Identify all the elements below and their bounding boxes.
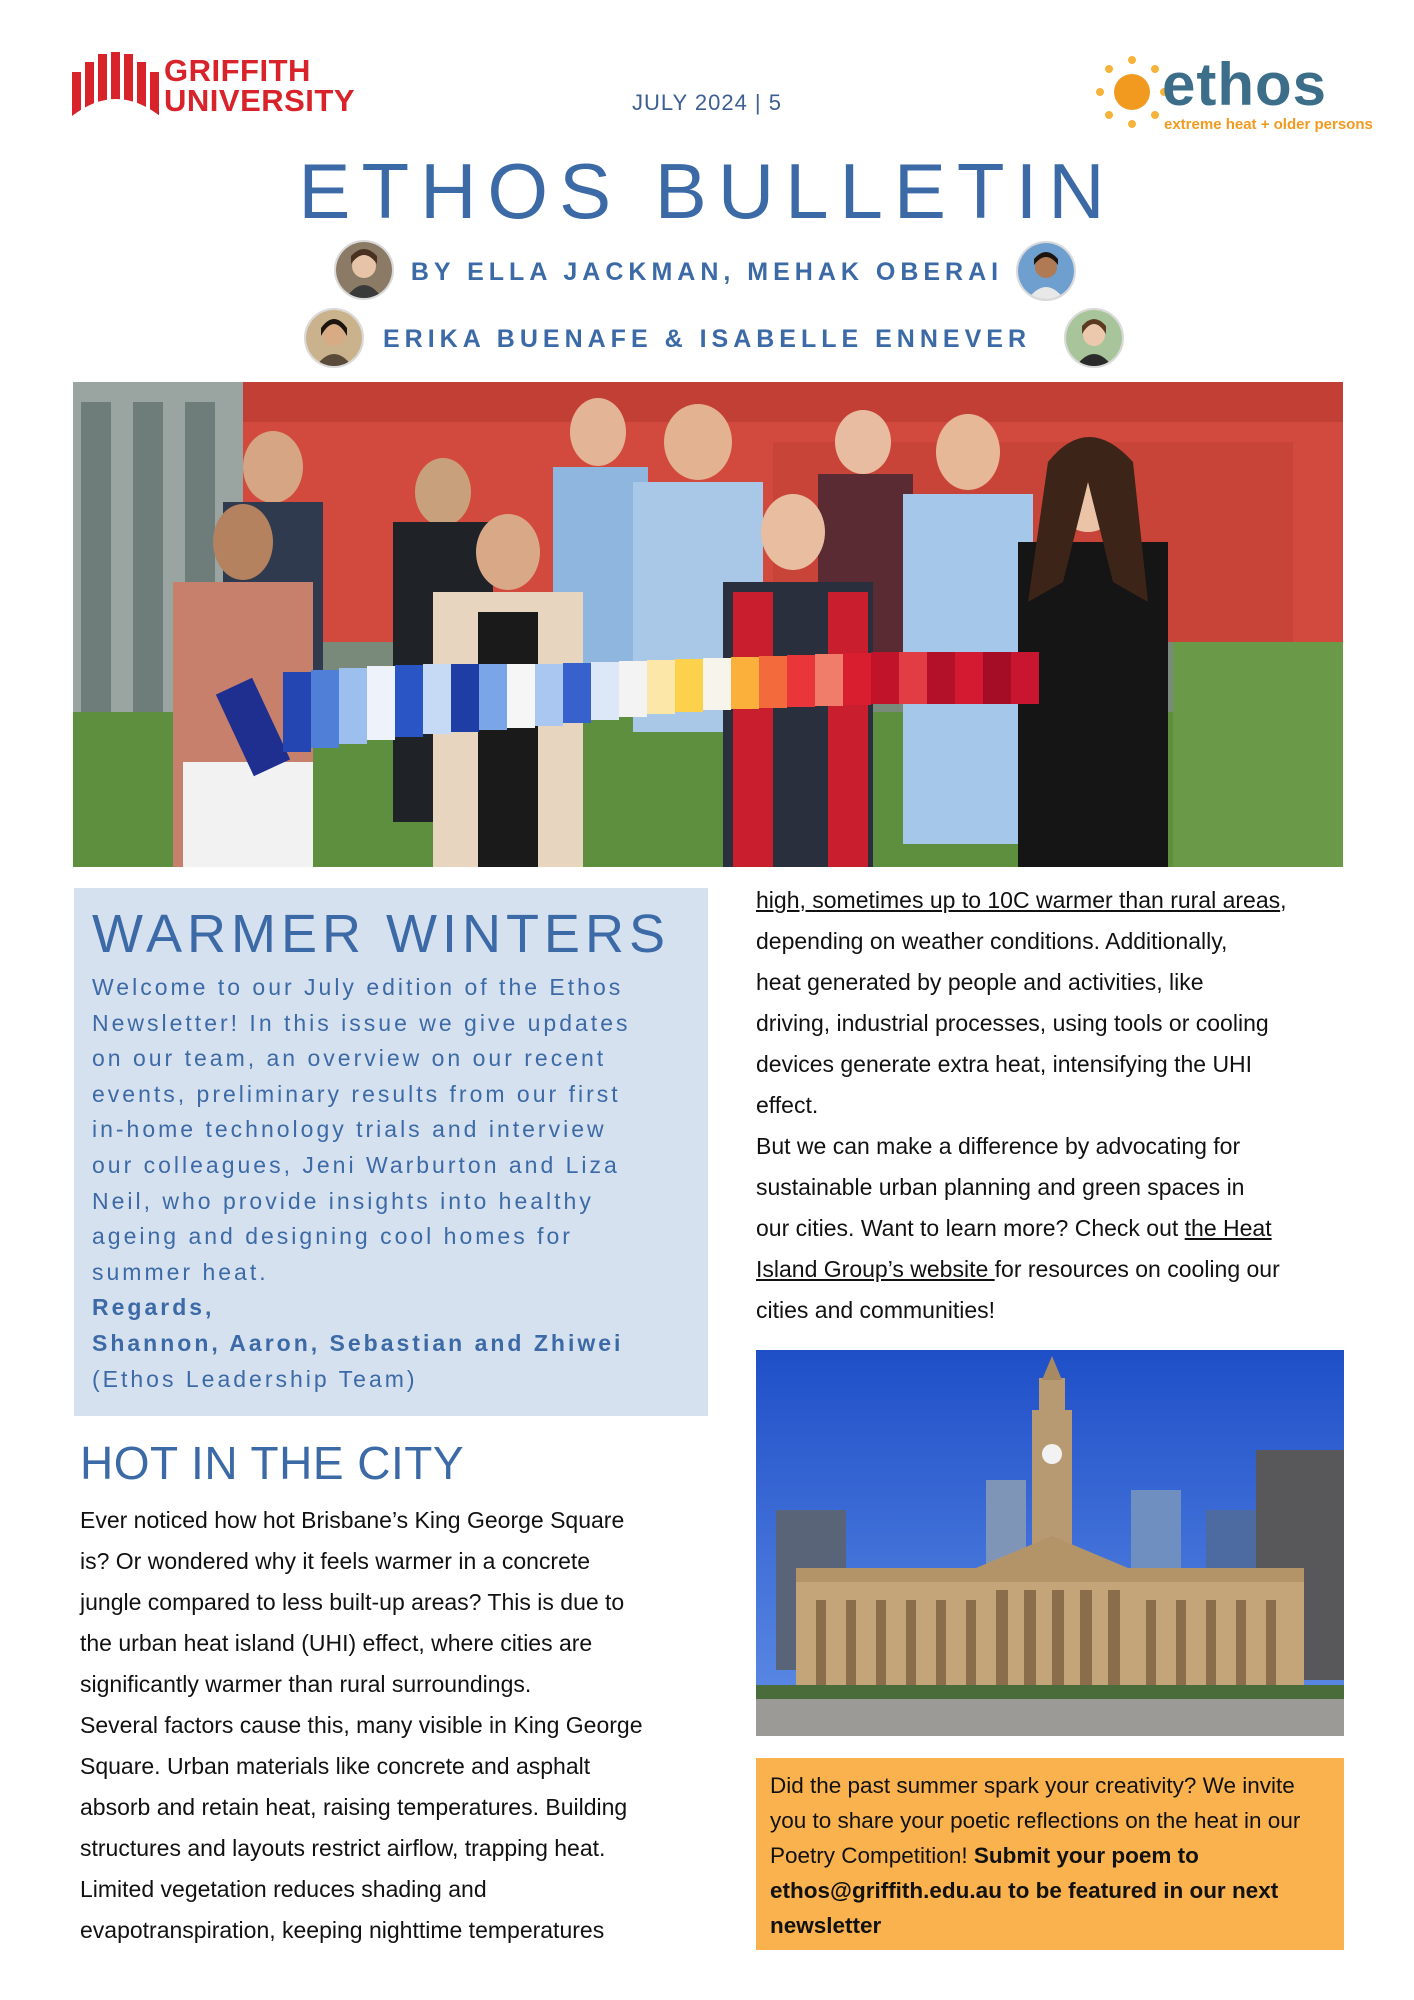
body-line: on our team, an overview on our recent — [92, 1045, 607, 1072]
poetry-text: Did the past summer spark your creativity? We invite you to share your poetic reflections on the heat in our Poetry Competition! — [770, 1773, 1301, 1868]
body-line: summer heat. — [92, 1258, 269, 1285]
body-line: is? Or wondered why it feels warmer in a concrete — [80, 1548, 591, 1574]
author-avatar — [334, 240, 394, 300]
body-line: jungle compared to less built-up areas? This is due to — [80, 1589, 625, 1615]
ethos-logo — [1092, 44, 1392, 134]
body-line: ageing and designing cool homes for — [92, 1223, 573, 1250]
byline-authors-1: BY ELLA JACKMAN, MEHAK OBERAI — [410, 258, 1004, 286]
body-line: Welcome to our July edition of the Ethos — [92, 974, 624, 1000]
body-line: sustainable urban planning and green spaces in — [756, 1174, 1245, 1200]
body-line: the urban heat island (UHI) effect, where cities are — [80, 1630, 593, 1656]
body-line: Newsletter! In this issue we give updates — [92, 1009, 631, 1036]
body-line: depending on weather conditions. Additionally, — [756, 928, 1228, 954]
regards-names: Shannon, Aaron, Sebastian and Zhiwei — [92, 1329, 624, 1356]
warmer-winters-box — [74, 888, 708, 1416]
regards-team: (Ethos Leadership Team) — [92, 1365, 418, 1392]
warmer-winters-body — [92, 970, 690, 1397]
author-avatar — [1064, 308, 1124, 368]
body-line: heat generated by people and activities, like — [756, 969, 1204, 995]
author-avatar — [304, 308, 364, 368]
body-line: absorb and retain heat, raising temperatures. Building — [80, 1794, 628, 1820]
body-line: driving, industrial processes, using tools or cooling — [756, 1010, 1269, 1036]
logo-text-university: UNIVERSITY — [164, 83, 356, 118]
body-line: Several factors cause this, many visible in King George — [80, 1712, 643, 1738]
body-line: But we can make a difference by advocating for — [756, 1133, 1241, 1159]
body-line: structures and layouts restrict airflow, trapping heat. — [80, 1835, 606, 1861]
team-photo — [73, 382, 1343, 867]
hot-in-the-city-title: HOT IN THE CITY — [80, 1437, 465, 1489]
right-column-body — [756, 880, 1356, 1331]
uhi-article-link[interactable]: high, sometimes up to 10C warmer than rural areas — [756, 887, 1281, 913]
logo-text-griffith: GRIFFITH — [164, 53, 311, 88]
poetry-competition-callout — [756, 1758, 1344, 1950]
ethos-logo-tagline: extreme heat + older persons — [1164, 116, 1373, 133]
ethos-logo-word: ethos — [1162, 51, 1328, 118]
heat-island-group-link[interactable]: the Heat — [1184, 1215, 1272, 1241]
regards-label: Regards, — [92, 1294, 215, 1321]
body-line: Limited vegetation reduces shading and — [80, 1876, 487, 1902]
hot-in-the-city-body — [80, 1500, 720, 1951]
body-line: Neil, who provide insights into healthy — [92, 1187, 594, 1214]
body-line: our colleagues, Jeni Warburton and Liza — [92, 1151, 620, 1178]
body-text: our cities. Want to learn more? Check out — [756, 1215, 1185, 1241]
body-text: for resources on cooling our — [994, 1256, 1280, 1282]
issue-date: JULY 2024 | 5 — [632, 90, 782, 115]
body-line: events, preliminary results from our first — [92, 1080, 621, 1107]
sun-icon — [1092, 52, 1172, 132]
body-line: devices generate extra heat, intensifying the UHI — [756, 1051, 1253, 1077]
heat-island-group-link[interactable]: Island Group’s website — [756, 1256, 995, 1282]
body-line: effect. — [756, 1092, 819, 1118]
author-avatar — [1016, 241, 1076, 301]
body-line: cities and communities! — [756, 1297, 996, 1323]
bulletin-title: ETHOS BULLETIN — [298, 147, 1116, 235]
body-text: , — [1280, 887, 1287, 913]
body-line: in-home technology trials and interview — [92, 1116, 607, 1143]
warmer-winters-title: WARMER WINTERS — [92, 904, 670, 964]
body-line: significantly warmer than rural surroundings. — [80, 1671, 532, 1697]
body-line: Ever noticed how hot Brisbane’s King George Square — [80, 1507, 625, 1533]
byline-authors-2: ERIKA BUENAFE & ISABELLE ENNEVER — [382, 325, 1031, 353]
body-line: Square. Urban materials like concrete and asphalt — [80, 1753, 591, 1779]
poetry-submit-text: Submit your poem to ethos@griffith.edu.au to be featured in our next newsletter — [770, 1843, 1279, 1938]
body-line: evapotranspiration, keeping nighttime temperatures — [80, 1917, 605, 1943]
king-george-square-photo — [756, 1350, 1344, 1736]
